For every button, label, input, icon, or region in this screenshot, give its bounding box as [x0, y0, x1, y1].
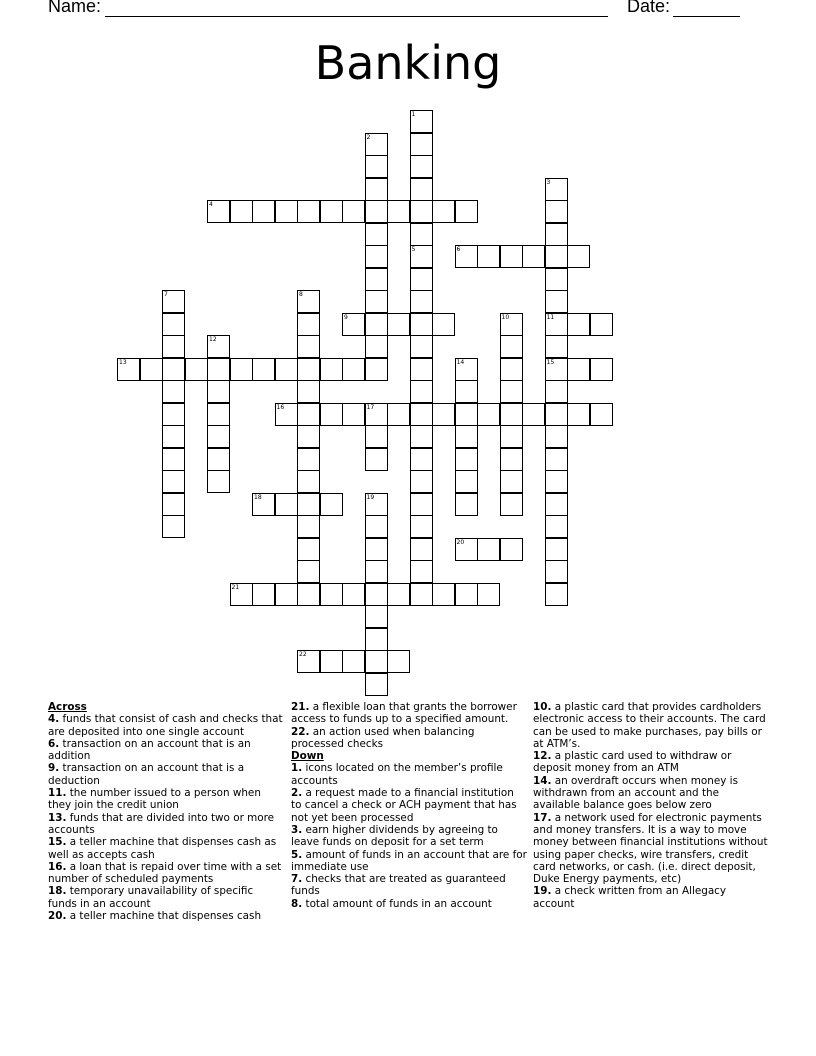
crossword-cell[interactable]: [207, 335, 230, 358]
crossword-cell[interactable]: [455, 380, 478, 403]
down-clues-list-2: [533, 701, 769, 910]
crossword-cell[interactable]: [365, 493, 388, 516]
crossword-cell[interactable]: [162, 448, 185, 471]
crossword-cell[interactable]: [185, 358, 208, 381]
crossword-cell[interactable]: [365, 515, 388, 538]
crossword-cell[interactable]: [455, 425, 478, 448]
crossword-cell[interactable]: [117, 358, 140, 381]
across-clues-list-2: [291, 701, 527, 750]
crossword-cell[interactable]: [275, 403, 298, 426]
crossword-cell[interactable]: [590, 403, 613, 426]
clue-column-3: [533, 701, 769, 910]
clue-number: 19: [366, 493, 375, 501]
crossword-cell[interactable]: [162, 335, 185, 358]
crossword-cell[interactable]: [297, 290, 320, 313]
crossword-cell[interactable]: [297, 493, 320, 516]
crossword-cell[interactable]: [365, 155, 388, 178]
crossword-cell[interactable]: [410, 290, 433, 313]
crossword-cell[interactable]: [500, 358, 523, 381]
crossword-cell[interactable]: [455, 493, 478, 516]
down-clue: 17. a network used for electronic payments and money transfers. It is a way to move money between financial institutions without using paper checks, wire transfers, credit card networks, or cash. (i.e. direct deposit, Duke Energy payments, etc): [533, 811, 768, 886]
crossword-cell[interactable]: [410, 200, 433, 223]
crossword-cell[interactable]: [297, 583, 320, 606]
down-clue: 3. earn higher dividends by agreeing to leave funds on deposit for a set term: [291, 823, 498, 849]
crossword-cell[interactable]: [387, 313, 410, 336]
across-clue: 20. a teller machine that dispenses cash: [48, 910, 262, 923]
crossword-cell[interactable]: [162, 380, 185, 403]
crossword-cell[interactable]: [545, 425, 568, 448]
clue-number: 15: [546, 358, 555, 366]
crossword-cell[interactable]: [545, 268, 568, 291]
crossword-cell[interactable]: [365, 605, 388, 628]
crossword-cell[interactable]: [410, 403, 433, 426]
crossword-cell[interactable]: [207, 403, 230, 426]
crossword-cell[interactable]: [365, 403, 388, 426]
clue-number: 4: [209, 201, 213, 208]
crossword-cell[interactable]: [252, 358, 275, 381]
crossword-cell[interactable]: [410, 448, 433, 471]
crossword-cell[interactable]: [545, 538, 568, 561]
crossword-cell[interactable]: [387, 650, 410, 673]
crossword-cell[interactable]: [410, 358, 433, 381]
crossword-cell[interactable]: [590, 358, 613, 381]
crossword-cell[interactable]: [545, 200, 568, 223]
crossword-cell[interactable]: [410, 155, 433, 178]
crossword-cell[interactable]: [252, 200, 275, 223]
clue-number: 2: [366, 133, 371, 141]
crossword-cell[interactable]: [365, 268, 388, 291]
name-label: Name:: [48, 0, 102, 16]
clue-number: 10: [501, 313, 510, 321]
crossword-cell[interactable]: [410, 245, 433, 268]
crossword-cell[interactable]: [545, 380, 568, 403]
crossword-cell[interactable]: [410, 493, 433, 516]
crossword-cell[interactable]: [365, 223, 388, 246]
crossword-cell[interactable]: [162, 403, 185, 426]
clue-number: 11: [546, 313, 555, 321]
crossword-cell[interactable]: [387, 403, 410, 426]
across-clue: 21. a flexible loan that grants the borrower access to funds up to a specified amount.: [291, 701, 517, 726]
clue-number: 3: [546, 178, 551, 186]
crossword-cell[interactable]: [432, 583, 455, 606]
crossword-cell[interactable]: [207, 200, 230, 223]
crossword-cell[interactable]: [567, 245, 590, 268]
down-clue: 1. icons located on the member’s profile accounts: [291, 762, 503, 787]
crossword-cell[interactable]: [500, 313, 523, 336]
crossword-cell[interactable]: [477, 583, 500, 606]
crossword-cell[interactable]: [297, 448, 320, 471]
across-clue: 4. funds that consist of cash and checks that are deposited into one single account: [48, 713, 283, 738]
across-clue: 18. temporary unavailability of specific funds in an account: [48, 885, 254, 910]
crossword-cell[interactable]: [410, 133, 433, 156]
crossword-cell[interactable]: [410, 223, 433, 246]
across-heading: Across: [48, 701, 87, 713]
crossword-cell[interactable]: [365, 245, 388, 268]
down-heading: Down: [291, 750, 324, 763]
clue-number: 7: [164, 291, 168, 298]
crossword-cell[interactable]: [365, 133, 388, 156]
down-clue: 8. total amount of funds in an account: [291, 897, 492, 910]
crossword-cell[interactable]: [297, 403, 320, 426]
crossword-cell[interactable]: [365, 628, 388, 651]
clue-number: 13: [119, 358, 127, 366]
crossword-cell[interactable]: [297, 425, 320, 448]
crossword-cell[interactable]: [455, 403, 478, 426]
clue-number: 17: [366, 403, 375, 411]
crossword-cell[interactable]: [320, 583, 343, 606]
crossword-cell[interactable]: [455, 245, 478, 268]
clue-number: 16: [276, 403, 285, 411]
crossword-cell[interactable]: [320, 200, 343, 223]
crossword-cell[interactable]: [207, 425, 230, 448]
clue-number: 8: [299, 291, 303, 298]
crossword-cell[interactable]: [410, 470, 433, 493]
crossword-cell[interactable]: [140, 358, 163, 381]
crossword-cell[interactable]: [500, 448, 523, 471]
crossword-cell[interactable]: [545, 470, 568, 493]
crossword-cell[interactable]: [207, 448, 230, 471]
crossword-cell[interactable]: [590, 313, 613, 336]
crossword-cell[interactable]: [365, 335, 388, 358]
crossword-cell[interactable]: [500, 245, 523, 268]
page-title: Banking: [314, 36, 502, 90]
crossword-cell[interactable]: [365, 358, 388, 381]
crossword-cell[interactable]: [365, 650, 388, 673]
crossword-cell[interactable]: [500, 493, 523, 516]
crossword-cell[interactable]: [455, 448, 478, 471]
crossword-cell[interactable]: [545, 493, 568, 516]
across-clue: 13. funds that are divided into two or more accounts: [48, 811, 275, 836]
crossword-cell[interactable]: [387, 583, 410, 606]
crossword-cell[interactable]: [342, 583, 365, 606]
across-clue: 22. an action used when balancing processed checks: [291, 725, 475, 750]
clue-number: 22: [299, 651, 307, 658]
crossword-cell[interactable]: [410, 380, 433, 403]
crossword-cell[interactable]: [522, 245, 545, 268]
crossword-cell[interactable]: [342, 358, 365, 381]
crossword-cell[interactable]: [500, 380, 523, 403]
crossword-cell[interactable]: [545, 403, 568, 426]
down-clue: 14. an overdraft occurs when money is withdrawn from an account and the available balance goes below zero: [533, 774, 738, 812]
crossword-cell[interactable]: [545, 358, 568, 381]
crossword-cell[interactable]: [500, 403, 523, 426]
crossword-cell[interactable]: [275, 493, 298, 516]
crossword-cell[interactable]: [320, 403, 343, 426]
date-label: Date:: [627, 0, 671, 16]
crossword-cell[interactable]: [567, 403, 590, 426]
crossword-cell[interactable]: [342, 200, 365, 223]
clue-column-1: [48, 701, 284, 922]
crossword-cell[interactable]: [207, 358, 230, 381]
crossword-cell[interactable]: [545, 313, 568, 336]
crossword-cell[interactable]: [410, 268, 433, 291]
crossword-cell[interactable]: [365, 425, 388, 448]
down-clue: 10. a plastic card that provides cardholders electronic access to their accounts. The card can be used to make purchases, pay bills or at ATM’s.: [533, 701, 766, 750]
crossword-cell[interactable]: [320, 650, 343, 673]
crossword-cell[interactable]: [365, 538, 388, 561]
crossword-cell[interactable]: [455, 538, 478, 561]
crossword-cell[interactable]: [275, 358, 298, 381]
crossword-cell[interactable]: [342, 313, 365, 336]
crossword-cell[interactable]: [297, 380, 320, 403]
clue-number: 6: [456, 246, 461, 253]
clue-number: 20: [456, 538, 465, 546]
crossword-cell[interactable]: [252, 583, 275, 606]
crossword-cell[interactable]: [410, 425, 433, 448]
crossword-cell[interactable]: [365, 178, 388, 201]
clue-number: 9: [344, 313, 348, 321]
crossword-cell[interactable]: [365, 200, 388, 223]
crossword-cell[interactable]: [455, 583, 478, 606]
crossword-cell[interactable]: [500, 538, 523, 561]
crossword-cell[interactable]: [545, 245, 568, 268]
crossword-cell[interactable]: [207, 470, 230, 493]
clue-column-2: [291, 701, 527, 910]
crossword-cell[interactable]: [162, 515, 185, 538]
crossword-cell[interactable]: [477, 403, 500, 426]
across-clue: 16. a loan that is repaid over time with a set number of scheduled payments: [48, 860, 282, 886]
crossword-cell[interactable]: [567, 358, 590, 381]
crossword-cell[interactable]: [365, 673, 388, 696]
crossword-cell[interactable]: [230, 583, 253, 606]
crossword-cell[interactable]: [297, 358, 320, 381]
crossword-cell[interactable]: [455, 358, 478, 381]
crossword-cell[interactable]: [297, 470, 320, 493]
crossword-cell[interactable]: [500, 425, 523, 448]
crossword-cell[interactable]: [275, 200, 298, 223]
crossword-cell[interactable]: [410, 335, 433, 358]
crossword-cell[interactable]: [387, 200, 410, 223]
crossword-cell[interactable]: [545, 335, 568, 358]
crossword-cell[interactable]: [342, 650, 365, 673]
crossword-cell[interactable]: [275, 583, 298, 606]
clue-number: 1: [411, 111, 416, 118]
crossword-cell[interactable]: [545, 223, 568, 246]
crossword-cell[interactable]: [297, 335, 320, 358]
crossword-cell[interactable]: [320, 493, 343, 516]
crossword-cell[interactable]: [410, 110, 433, 133]
crossword-cell[interactable]: [297, 560, 320, 583]
crossword-cell[interactable]: [545, 448, 568, 471]
crossword-cell[interactable]: [410, 583, 433, 606]
crossword-cell[interactable]: [567, 313, 590, 336]
down-clues-list-1: [291, 762, 527, 910]
across-clue: 6. transaction on an account that is an addition: [48, 737, 251, 763]
crossword-cell[interactable]: [252, 493, 275, 516]
down-clue: 5. amount of funds in an account that are for immediate use: [291, 848, 527, 873]
crossword-cell[interactable]: [545, 583, 568, 606]
crossword-cell[interactable]: [432, 313, 455, 336]
crossword-cell[interactable]: [410, 178, 433, 201]
crossword-cell[interactable]: [365, 560, 388, 583]
across-clue: 9. transaction on an account that is a deduction: [48, 762, 245, 787]
clue-number: 18: [254, 493, 262, 501]
crossword-cell[interactable]: [297, 538, 320, 561]
across-clue: 15. a teller machine that dispenses cash as well as accepts cash: [48, 836, 277, 861]
across-clues-list-1: [48, 713, 284, 922]
crossword-cell[interactable]: [162, 290, 185, 313]
crossword-cell[interactable]: [545, 290, 568, 313]
crossword-cell[interactable]: [230, 200, 253, 223]
crossword-cell[interactable]: [230, 358, 253, 381]
crossword-cell[interactable]: [410, 560, 433, 583]
crossword-cell[interactable]: [432, 403, 455, 426]
clue-number: 5: [411, 246, 416, 253]
crossword-cell[interactable]: [545, 178, 568, 201]
crossword-cell[interactable]: [410, 313, 433, 336]
down-clue: 2. a request made to a financial institution to cancel a check or ACH payment that has not yet been processed: [291, 787, 517, 824]
crossword-cell[interactable]: [365, 290, 388, 313]
down-clue: 7. checks that are treated as guaranteed funds: [291, 873, 506, 898]
down-clue: 19. a check written from an Allegacy account: [533, 885, 727, 910]
clue-number: 21: [231, 583, 240, 591]
crossword-cell[interactable]: [545, 515, 568, 538]
crossword-cell[interactable]: [477, 538, 500, 561]
down-clue: 12. a plastic card used to withdraw or deposit money from an ATM: [533, 750, 732, 775]
crossword-cell[interactable]: [500, 470, 523, 493]
crossword-cell[interactable]: [207, 380, 230, 403]
crossword-cell[interactable]: [545, 560, 568, 583]
crossword-cell[interactable]: [297, 650, 320, 673]
clue-number: 14: [456, 358, 465, 366]
crossword-cell[interactable]: [455, 200, 478, 223]
crossword-cell[interactable]: [297, 313, 320, 336]
crossword-cell[interactable]: [162, 493, 185, 516]
crossword-cell[interactable]: [410, 515, 433, 538]
clue-number: 12: [209, 336, 217, 343]
crossword-cell[interactable]: [410, 538, 433, 561]
crossword-cell[interactable]: [320, 358, 343, 381]
crossword-cell[interactable]: [500, 335, 523, 358]
across-clue: 11. the number issued to a person when they join the credit union: [48, 787, 261, 812]
crossword-cell[interactable]: [162, 358, 185, 381]
crossword-cell[interactable]: [477, 245, 500, 268]
crossword-cell[interactable]: [432, 200, 455, 223]
crossword-cell[interactable]: [162, 425, 185, 448]
crossword-cell[interactable]: [162, 470, 185, 493]
crossword-cell[interactable]: [297, 515, 320, 538]
crossword-cell[interactable]: [365, 448, 388, 471]
crossword-cell[interactable]: [342, 403, 365, 426]
crossword-cell[interactable]: [522, 403, 545, 426]
crossword-cell[interactable]: [455, 470, 478, 493]
crossword-cell[interactable]: [162, 313, 185, 336]
crossword-cell[interactable]: [365, 313, 388, 336]
crossword-cell[interactable]: [365, 583, 388, 606]
crossword-cell[interactable]: [297, 200, 320, 223]
